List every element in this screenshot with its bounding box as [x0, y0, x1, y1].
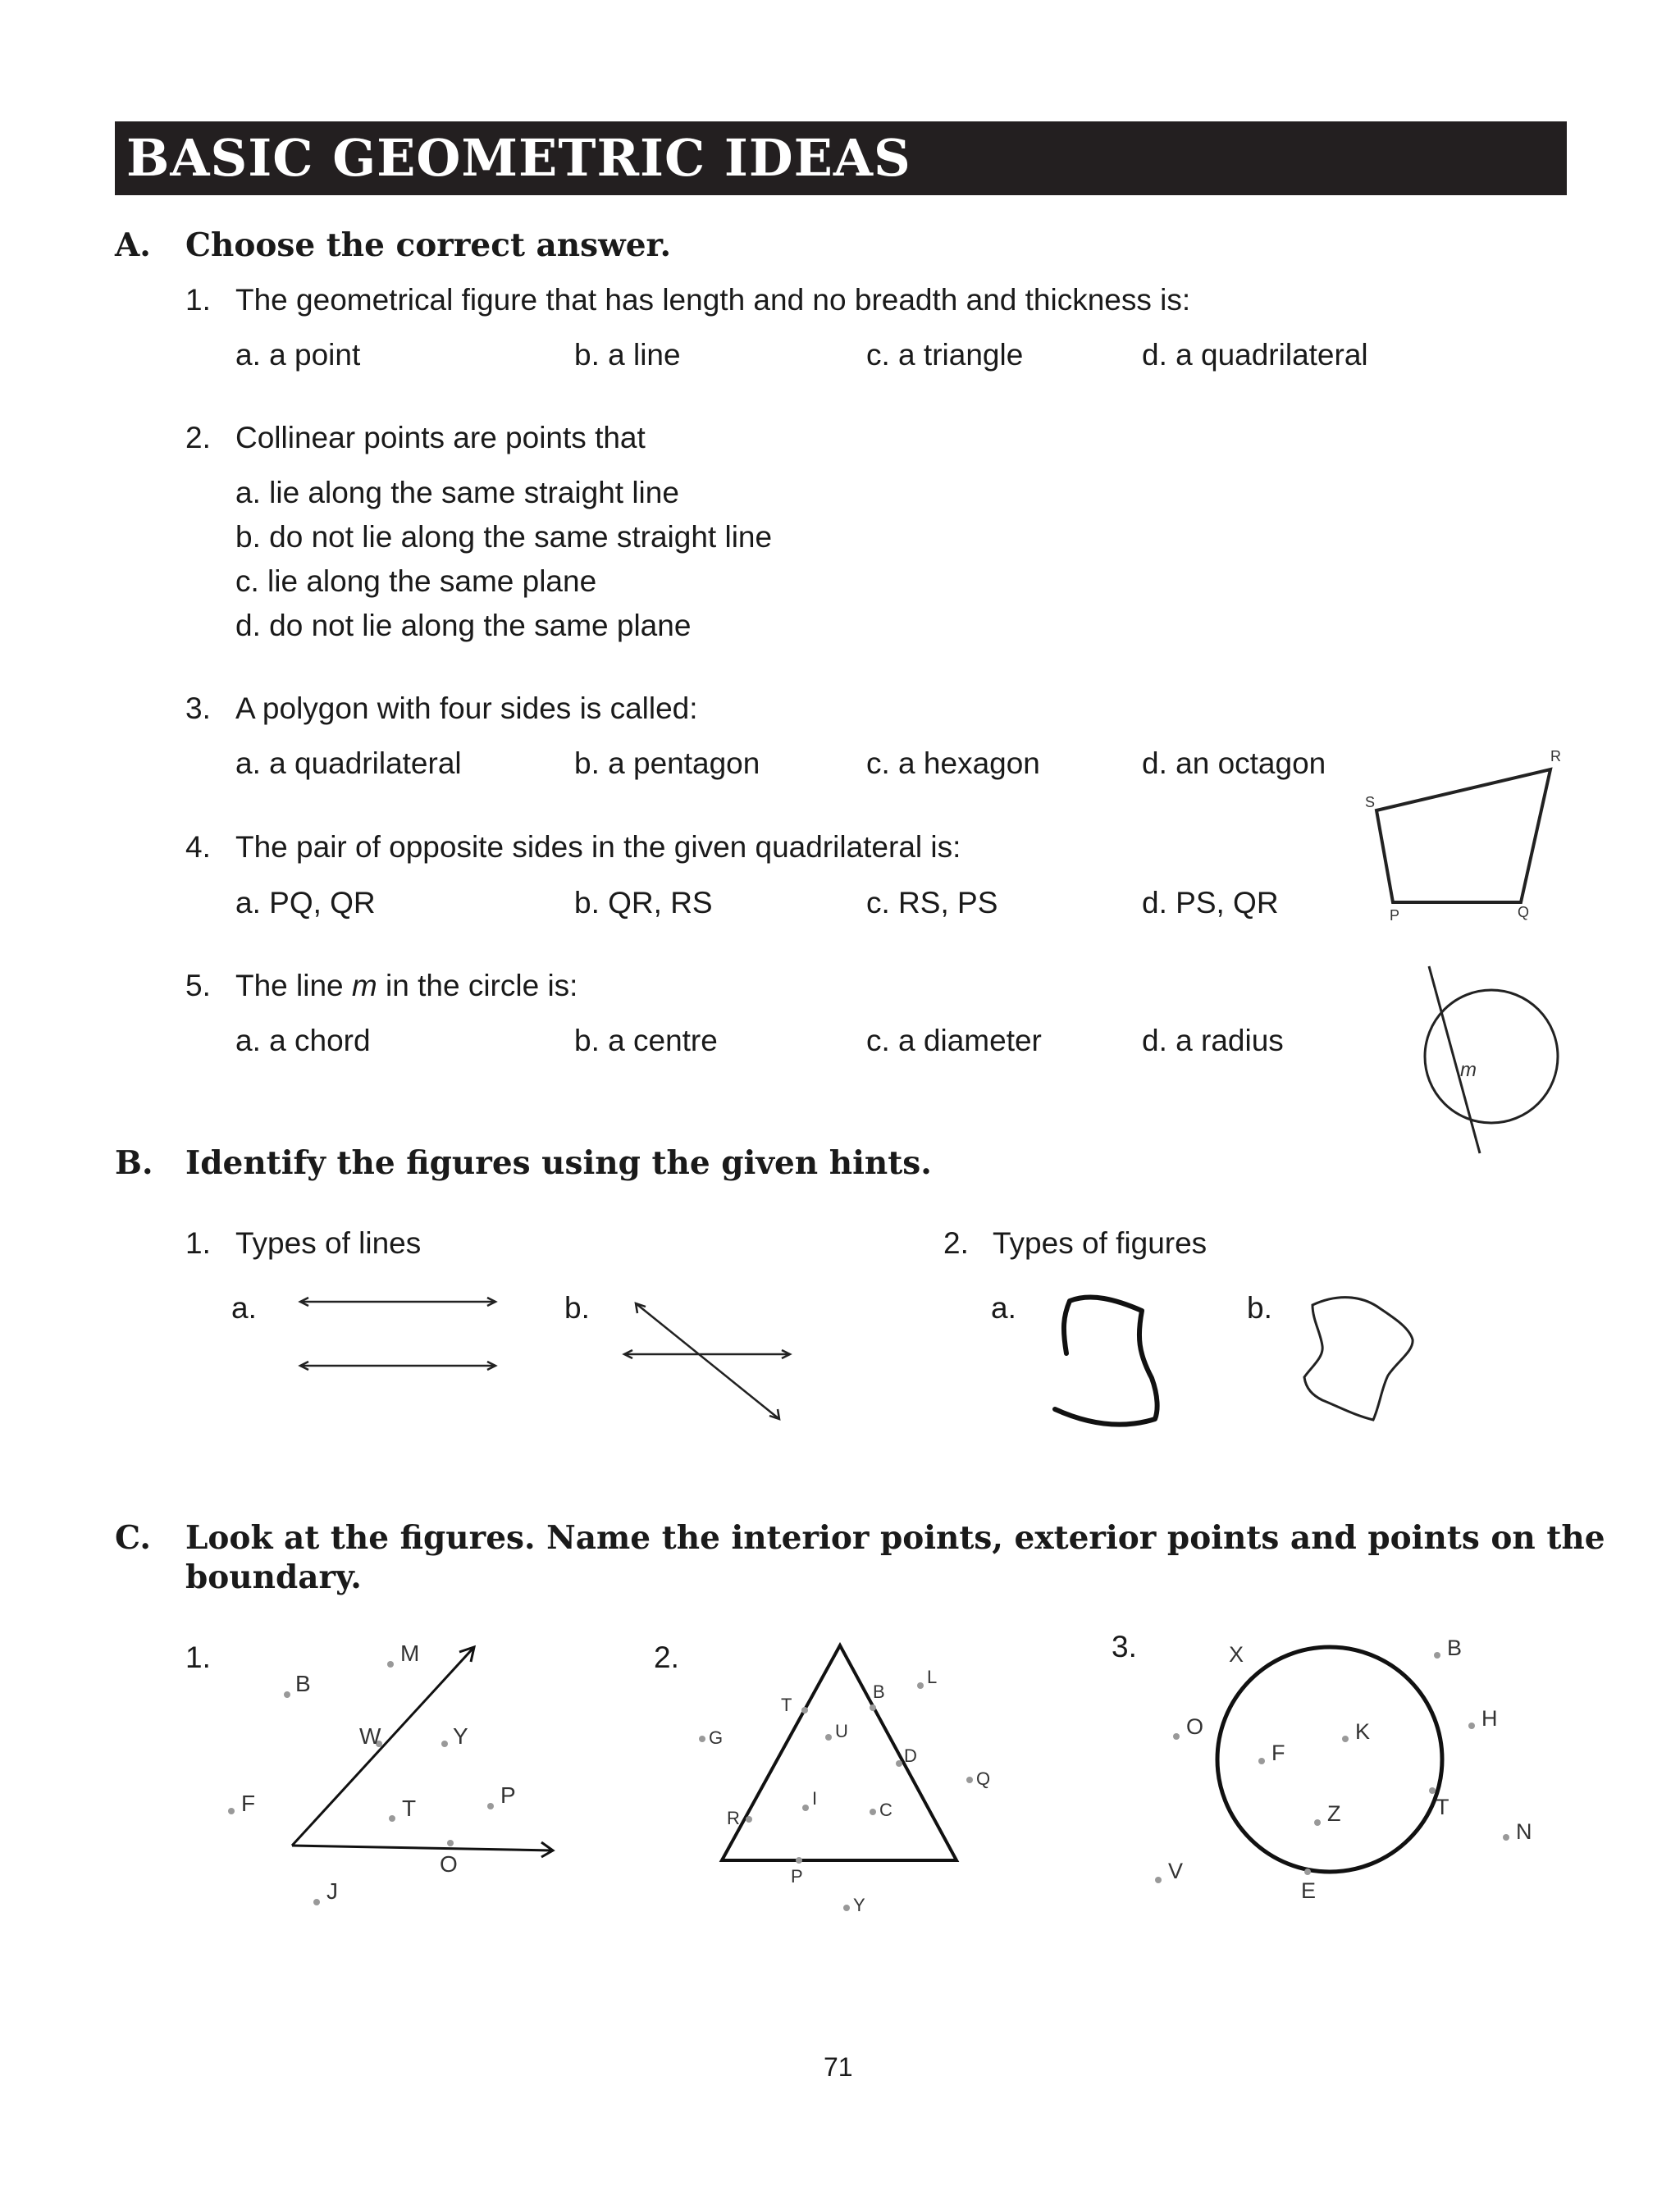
label-m: M	[400, 1640, 420, 1666]
label-u: U	[835, 1721, 848, 1741]
point-f	[1258, 1758, 1265, 1764]
q1-option-a: a. a point	[235, 338, 361, 372]
page-number: 71	[824, 2052, 853, 2082]
triangle-figure	[689, 1632, 1017, 1928]
angle-figure	[213, 1632, 591, 1928]
q2-number: 2.	[185, 421, 211, 454]
transversal-line	[636, 1303, 779, 1419]
label-q: Q	[976, 1768, 991, 1789]
point-m	[387, 1661, 394, 1668]
b1-text: Types of lines	[235, 1226, 422, 1260]
point-y	[441, 1741, 448, 1747]
label-n: N	[1516, 1819, 1532, 1844]
section-a-heading: Choose the correct answer.	[185, 226, 672, 264]
label-g: G	[709, 1727, 724, 1748]
q4-number: 4.	[185, 830, 211, 864]
angle-ray-upper	[292, 1647, 474, 1846]
b1-a-label: a.	[231, 1291, 257, 1325]
point-p	[796, 1857, 802, 1864]
b1-b-label: b.	[564, 1291, 590, 1325]
q1-number: 1.	[185, 283, 211, 317]
point-r	[746, 1816, 752, 1823]
q3-option-a: a. a quadrilateral	[235, 746, 462, 780]
point-g	[699, 1736, 705, 1742]
section-c-heading-line1: Look at the figures. Name the interior points, exterior points and points on the	[185, 1519, 1605, 1557]
label-o: O	[1186, 1714, 1204, 1739]
point-t	[1429, 1787, 1436, 1794]
q2-option-a: a. lie along the same straight line	[235, 476, 679, 509]
circle-shape	[1425, 990, 1558, 1123]
open-curve	[1055, 1298, 1157, 1425]
q5-option-a: a. a chord	[235, 1024, 371, 1057]
label-c: C	[879, 1800, 892, 1820]
label-l: L	[927, 1667, 938, 1687]
point-h	[1468, 1723, 1475, 1729]
q5-text-before: The line	[235, 969, 352, 1002]
q2-option-c: c. lie along the same plane	[235, 564, 597, 598]
point-q	[966, 1777, 973, 1783]
label-b: B	[1447, 1636, 1463, 1660]
point-o	[447, 1840, 454, 1846]
point-d	[896, 1760, 902, 1767]
q2-option-d: d. do not lie along the same plane	[235, 609, 692, 642]
label-z: Z	[1327, 1801, 1341, 1826]
triangle-shape	[722, 1645, 956, 1860]
label-e: E	[1301, 1878, 1317, 1903]
point-o	[1173, 1733, 1180, 1740]
q1-option-b: b. a line	[574, 338, 681, 372]
q3-option-c: c. a hexagon	[866, 746, 1040, 780]
c3-number: 3.	[1112, 1630, 1137, 1663]
q1-option-d: d. a quadrilateral	[1142, 338, 1368, 372]
q5-option-c: c. a diameter	[866, 1024, 1042, 1057]
quadrilateral-shape	[1376, 769, 1550, 902]
q3-option-b: b. a pentagon	[574, 746, 760, 780]
label-b: B	[295, 1671, 311, 1696]
section-b-heading: Identify the figures using the given hints.	[185, 1144, 932, 1182]
label-t: T	[1436, 1795, 1449, 1819]
point-c	[870, 1809, 876, 1815]
angle-ray-lower	[292, 1846, 553, 1850]
section-a-letter: A.	[115, 226, 151, 264]
q5-text-italic: m	[351, 969, 377, 1002]
label-d: D	[904, 1745, 917, 1766]
label-k: K	[1355, 1719, 1371, 1744]
q4-option-d: d. PS, QR	[1142, 886, 1279, 919]
circle-shape	[1217, 1647, 1442, 1872]
q4-option-a: a. PQ, QR	[235, 886, 376, 919]
q3-option-d: d. an octagon	[1142, 746, 1326, 780]
label-p: P	[500, 1782, 516, 1808]
point-f	[228, 1808, 235, 1814]
point-j	[313, 1899, 320, 1905]
label-f: F	[1271, 1741, 1285, 1765]
circle-line-figure	[1411, 960, 1583, 1165]
point-v	[1155, 1877, 1162, 1883]
q5-option-b: b. a centre	[574, 1024, 718, 1057]
label-y: Y	[453, 1723, 468, 1749]
label-j: J	[326, 1878, 338, 1904]
label-i: I	[812, 1788, 818, 1809]
open-curve-figure	[1042, 1288, 1173, 1435]
label-t: T	[781, 1695, 792, 1715]
c1-number: 1.	[185, 1640, 211, 1674]
q3-text: A polygon with four sides is called:	[235, 691, 698, 725]
q5-number: 5.	[185, 969, 211, 1002]
section-c-letter: C.	[115, 1519, 151, 1557]
section-b-letter: B.	[115, 1144, 153, 1182]
q1-text: The geometrical figure that has length and no breadth and thickness is:	[235, 283, 1191, 317]
page-title: BASIC GEOMETRIC IDEAS	[126, 128, 911, 188]
label-x: X	[1229, 1642, 1244, 1667]
point-b	[1434, 1652, 1440, 1659]
q3-number: 3.	[185, 691, 211, 725]
label-t: T	[402, 1796, 417, 1821]
label-b: B	[873, 1682, 885, 1702]
label-v: V	[1168, 1859, 1184, 1883]
point-n	[1503, 1834, 1509, 1841]
q5-text-after: in the circle is:	[377, 969, 578, 1002]
quad-label-r: R	[1550, 748, 1561, 764]
circle-points-figure	[1140, 1624, 1567, 1928]
line-m-label: m	[1460, 1059, 1477, 1081]
q2-text: Collinear points are points that	[235, 421, 646, 454]
closed-curve-figure	[1288, 1292, 1427, 1431]
q1-option-c: c. a triangle	[866, 338, 1024, 372]
title-bar	[115, 121, 1567, 195]
label-h: H	[1481, 1706, 1498, 1731]
q4-option-b: b. QR, RS	[574, 886, 713, 919]
label-w: W	[359, 1723, 381, 1749]
q4-text: The pair of opposite sides in the given quadrilateral is:	[235, 830, 961, 864]
q4-option-c: c. RS, PS	[866, 886, 998, 919]
section-c-heading-line2: boundary.	[185, 1558, 362, 1596]
label-r: R	[727, 1808, 740, 1828]
point-b	[284, 1691, 290, 1698]
point-l	[917, 1682, 924, 1689]
point-i	[802, 1805, 809, 1811]
point-p	[487, 1803, 494, 1809]
point-y	[843, 1905, 850, 1911]
point-t	[389, 1815, 395, 1822]
q5-text	[235, 969, 578, 1003]
parallel-lines-figure	[295, 1292, 500, 1382]
label-p: P	[791, 1866, 803, 1887]
point-k	[1342, 1736, 1349, 1742]
q5-option-d: d. a radius	[1142, 1024, 1284, 1057]
c2-number: 2.	[654, 1640, 679, 1674]
quadrilateral-figure	[1354, 738, 1575, 927]
point-z	[1314, 1819, 1321, 1826]
quad-label-s: S	[1365, 794, 1376, 810]
quad-label-q: Q	[1518, 904, 1530, 920]
b2-text: Types of figures	[993, 1226, 1208, 1260]
b2-a-label: a.	[991, 1291, 1016, 1325]
label-f: F	[241, 1791, 256, 1816]
b2-number: 2.	[943, 1226, 969, 1260]
q2-option-b: b. do not lie along the same straight line	[235, 520, 773, 554]
b1-number: 1.	[185, 1226, 211, 1260]
closed-curve	[1304, 1298, 1413, 1420]
label-y: Y	[853, 1895, 865, 1915]
point-t	[801, 1707, 808, 1713]
point-u	[825, 1734, 832, 1741]
point-b	[870, 1704, 876, 1711]
quad-label-p: P	[1390, 907, 1400, 924]
label-o: O	[440, 1851, 458, 1877]
b2-b-label: b.	[1247, 1291, 1272, 1325]
intersecting-lines-figure	[619, 1292, 800, 1431]
point-e	[1304, 1869, 1311, 1875]
